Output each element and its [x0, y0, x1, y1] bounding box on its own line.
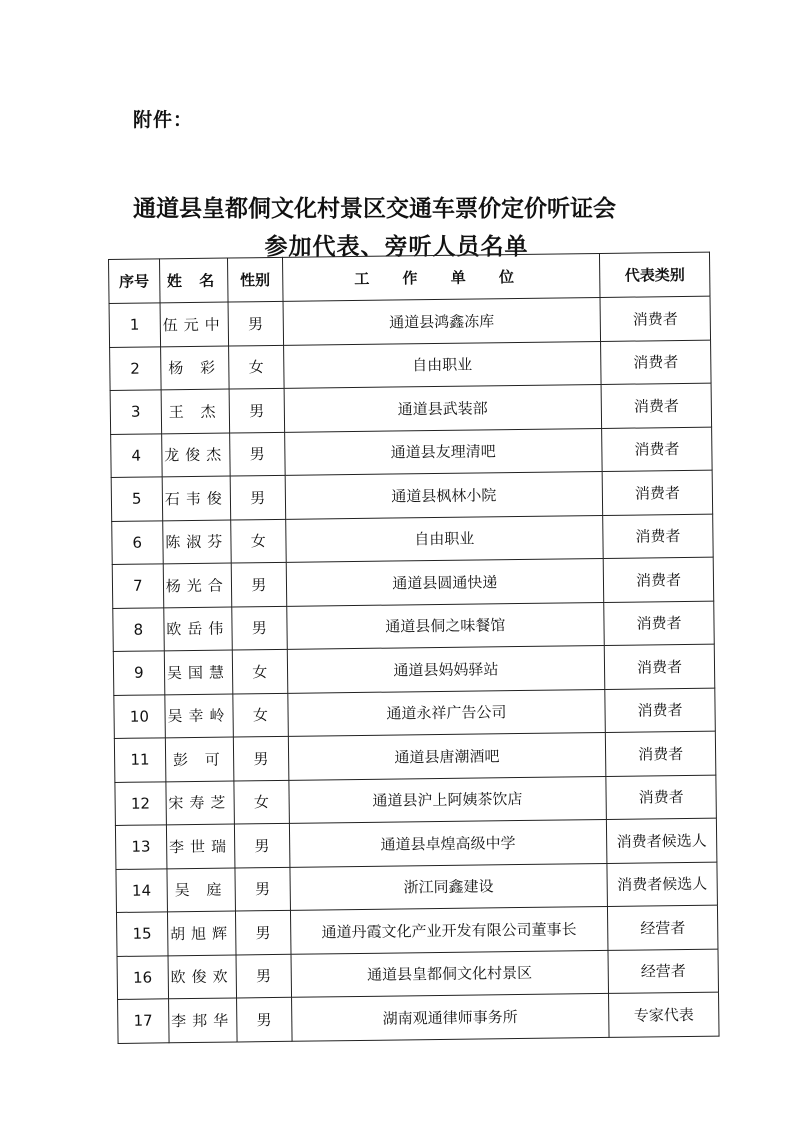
cell-organization: 自由职业	[285, 515, 603, 562]
table-row	[112, 514, 713, 565]
cell-name: 杨 彩	[160, 346, 229, 390]
cell-no: 4	[111, 433, 162, 477]
cell-category: 消费者	[604, 644, 714, 689]
cell-category: 消费者	[601, 383, 711, 428]
cell-sex: 男	[229, 388, 284, 432]
cell-no: 3	[110, 390, 161, 434]
table-row	[114, 688, 715, 739]
cell-name: 彭 可	[165, 737, 234, 781]
cell-category: 专家代表	[609, 992, 719, 1037]
cell-no: 13	[115, 825, 166, 869]
table-header-row	[109, 252, 710, 303]
cell-name: 胡旭辉	[167, 911, 236, 955]
cell-organization: 通道县侗之味餐馆	[286, 602, 604, 649]
cell-organization: 浙江同鑫建设	[290, 863, 608, 910]
cell-no: 5	[111, 477, 162, 521]
cell-sex: 男	[230, 475, 285, 519]
cell-sex: 男	[233, 736, 288, 780]
cell-no: 9	[113, 651, 164, 695]
cell-name: 龙俊杰	[161, 433, 230, 477]
table-row	[114, 731, 715, 782]
cell-organization: 通道县卓煌高级中学	[289, 819, 607, 866]
cell-sex: 女	[231, 519, 286, 563]
attachment-label: 附件：	[133, 109, 194, 131]
cell-name: 吴幸岭	[164, 694, 233, 738]
table-row	[110, 340, 711, 391]
cell-category: 消费者	[604, 601, 714, 646]
cell-name: 伍元中	[160, 302, 229, 346]
cell-sex: 男	[230, 432, 285, 476]
cell-category: 消费者	[602, 470, 712, 515]
cell-no: 11	[114, 738, 165, 782]
cell-sex: 女	[232, 649, 287, 693]
cell-no: 2	[110, 346, 161, 390]
cell-organization: 通道县友理清吧	[284, 428, 602, 475]
cell-no: 12	[115, 781, 166, 825]
cell-organization: 通道县唐潮酒吧	[288, 732, 606, 779]
cell-sex: 男	[236, 954, 291, 998]
table-row	[112, 557, 713, 608]
cell-organization: 通道县沪上阿姨茶饮店	[288, 776, 606, 823]
table-row	[113, 601, 714, 652]
cell-name: 李世瑞	[166, 824, 235, 868]
cell-no: 7	[112, 564, 163, 608]
cell-sex: 男	[235, 867, 290, 911]
cell-organization: 通道县枫林小院	[285, 471, 603, 518]
cell-sex: 男	[236, 910, 291, 954]
title-line-1: 通道县皇都侗文化村景区交通车票价定价听证会	[133, 195, 616, 222]
table-row	[117, 949, 718, 1000]
cell-organization: 通道永祥广告公司	[287, 689, 605, 736]
header-category: 代表类别	[600, 252, 710, 297]
cell-category: 消费者	[600, 296, 710, 341]
cell-no: 17	[118, 999, 169, 1043]
cell-name: 吴国慧	[164, 650, 233, 694]
cell-sex: 女	[234, 780, 289, 824]
cell-name: 王 杰	[161, 389, 230, 433]
table-row	[110, 383, 711, 434]
cell-sex: 男	[232, 606, 287, 650]
cell-no: 15	[116, 912, 167, 956]
cell-sex: 男	[228, 301, 283, 345]
cell-category: 消费者	[601, 340, 711, 385]
table-row	[111, 470, 712, 521]
cell-category: 消费者	[606, 775, 716, 820]
cell-organization: 自由职业	[283, 341, 601, 388]
cell-organization: 通道丹霞文化产业开发有限公司董事长	[290, 906, 608, 953]
header-organization: 工 作 单 位	[282, 253, 600, 301]
cell-sex: 男	[237, 997, 292, 1041]
table-row	[115, 818, 716, 869]
cell-sex: 女	[233, 693, 288, 737]
cell-name: 李邦华	[168, 998, 237, 1042]
cell-category: 消费者	[603, 514, 713, 559]
table-row	[111, 427, 712, 478]
header-no: 序号	[109, 259, 160, 304]
cell-organization: 通道县妈妈驿站	[287, 645, 605, 692]
cell-category: 经营者	[608, 949, 718, 994]
cell-category: 消费者	[603, 557, 713, 602]
cell-organization: 通道县鸿鑫冻库	[283, 297, 601, 344]
cell-organization: 通道县圆通快递	[286, 558, 604, 605]
cell-category: 消费者候选人	[607, 862, 717, 907]
cell-sex: 男	[234, 823, 289, 867]
cell-name: 欧俊欢	[168, 954, 237, 998]
cell-no: 6	[112, 520, 163, 564]
cell-category: 消费者候选人	[606, 818, 716, 863]
cell-organization: 通道县武装部	[284, 384, 602, 431]
cell-name: 石韦俊	[162, 476, 231, 520]
cell-category: 消费者	[605, 731, 715, 776]
table-row	[116, 862, 717, 913]
table-row	[116, 905, 717, 956]
cell-organization: 湖南观通律师事务所	[291, 993, 609, 1040]
cell-name: 吴 庭	[167, 867, 236, 911]
cell-category: 消费者	[602, 427, 712, 472]
cell-no: 10	[114, 694, 165, 738]
cell-category: 经营者	[608, 905, 718, 950]
cell-sex: 男	[231, 562, 286, 606]
header-sex: 性别	[228, 257, 283, 302]
table-row	[118, 992, 719, 1043]
cell-no: 8	[113, 607, 164, 651]
table-row	[109, 296, 710, 347]
table-row	[115, 775, 716, 826]
cell-name: 欧岳伟	[163, 607, 232, 651]
cell-name: 宋寿芝	[166, 781, 235, 825]
title-line-2: 参加代表、旁听人员名单	[264, 233, 529, 260]
cell-organization: 通道县皇都侗文化村景区	[291, 950, 609, 997]
participant-table	[108, 252, 720, 1044]
cell-category: 消费者	[605, 688, 715, 733]
cell-no: 16	[117, 955, 168, 999]
cell-no: 1	[109, 303, 160, 347]
header-name: 姓 名	[159, 258, 228, 303]
table-row	[113, 644, 714, 695]
cell-no: 14	[116, 868, 167, 912]
cell-name: 杨光合	[163, 563, 232, 607]
cell-sex: 女	[229, 345, 284, 389]
cell-name: 陈淑芬	[162, 520, 231, 564]
